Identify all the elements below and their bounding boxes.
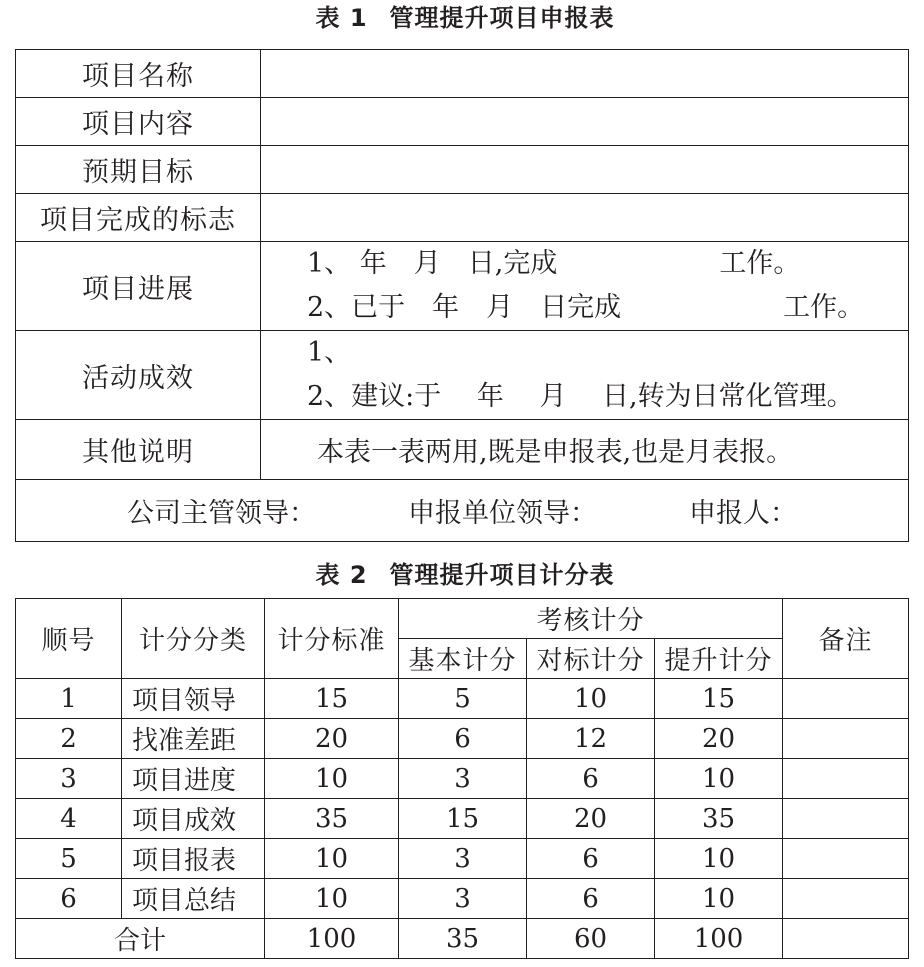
seq-cell: 2: [16, 719, 122, 759]
remark-cell: [783, 719, 909, 759]
table-row: [16, 146, 909, 194]
table-row: [16, 879, 909, 919]
project-name-field[interactable]: [261, 50, 909, 98]
project-content-label: 项目内容: [16, 98, 261, 146]
header-row: [16, 599, 909, 639]
expected-goal-label: 预期目标: [16, 146, 261, 194]
seq-cell: 6: [16, 879, 122, 919]
results-line-1: 1、: [307, 337, 352, 368]
project-name-label: 项目名称: [16, 50, 261, 98]
applicant-signature: 申报人：: [689, 498, 797, 529]
table-row: [16, 331, 909, 420]
benchmark-score-cell: 6: [527, 759, 655, 799]
results-field[interactable]: [261, 331, 909, 420]
improve-score-cell: 10: [655, 759, 783, 799]
category-cell: 项目总结: [122, 879, 265, 919]
table-row: [16, 759, 909, 799]
total-improve: 100: [655, 919, 783, 959]
standard-cell: 10: [265, 759, 399, 799]
signature-cell: [16, 480, 909, 542]
benchmark-score-cell: 20: [527, 799, 655, 839]
table1-title: 管理提升项目申报表: [389, 4, 615, 32]
standard-cell: 20: [265, 719, 399, 759]
signature-row: [16, 480, 909, 542]
table-row: [16, 420, 909, 480]
standard-cell: 15: [265, 679, 399, 719]
table-row: [16, 50, 909, 98]
benchmark-score-cell: 6: [527, 839, 655, 879]
benchmark-score-cell: 12: [527, 719, 655, 759]
table-row: [16, 839, 909, 879]
seq-cell: 3: [16, 759, 122, 799]
basic-score-cell: 3: [399, 759, 527, 799]
seq-cell: 1: [16, 679, 122, 719]
total-standard: 100: [265, 919, 399, 959]
table2-caption: [0, 560, 924, 590]
total-benchmark: 60: [527, 919, 655, 959]
table-row: [16, 719, 909, 759]
category-cell: 项目领导: [122, 679, 265, 719]
total-row: [16, 919, 909, 959]
table-row: [16, 194, 909, 242]
total-label: 合计: [16, 919, 265, 959]
company-leader-signature: 公司主管领导：: [127, 498, 316, 529]
basic-score-header: 基本计分: [399, 639, 527, 679]
benchmark-score-header: 对标计分: [527, 639, 655, 679]
results-line-2: 2、建议:于 年 月 日,转为日常化管理。: [307, 381, 854, 412]
improve-score-cell: 35: [655, 799, 783, 839]
standard-header: 计分标准: [265, 599, 399, 679]
project-application-table: [15, 49, 909, 542]
benchmark-score-cell: 6: [527, 879, 655, 919]
results-label: 活动成效: [16, 331, 261, 420]
progress-label: 项目进展: [16, 242, 261, 331]
basic-score-cell: 5: [399, 679, 527, 719]
unit-leader-signature: 申报单位领导：: [408, 498, 597, 529]
table2-title: 管理提升项目计分表: [389, 561, 615, 589]
improve-score-cell: 10: [655, 879, 783, 919]
remark-header: 备注: [783, 599, 909, 679]
other-notes-field: 本表一表两用,既是申报表,也是月表报。: [261, 420, 909, 480]
improve-score-cell: 20: [655, 719, 783, 759]
category-cell: 项目成效: [122, 799, 265, 839]
basic-score-cell: 3: [399, 879, 527, 919]
basic-score-cell: 3: [399, 839, 527, 879]
category-header: 计分分类: [122, 599, 265, 679]
remark-cell: [783, 679, 909, 719]
improve-score-cell: 15: [655, 679, 783, 719]
table1-number: 表 1: [315, 4, 368, 32]
table1-caption: [0, 3, 924, 33]
total-remark: [783, 919, 909, 959]
assessment-header: 考核计分: [399, 599, 783, 639]
remark-cell: [783, 839, 909, 879]
table-row: [16, 98, 909, 146]
category-cell: 项目报表: [122, 839, 265, 879]
remark-cell: [783, 759, 909, 799]
seq-cell: 5: [16, 839, 122, 879]
standard-cell: 10: [265, 839, 399, 879]
table-row: [16, 679, 909, 719]
standard-cell: 10: [265, 879, 399, 919]
progress-line-2: 2、已于 年 月 日完成 工作。: [307, 292, 865, 323]
table-row: [16, 799, 909, 839]
seq-header: 顺号: [16, 599, 122, 679]
other-notes-label: 其他说明: [16, 420, 261, 480]
remark-cell: [783, 799, 909, 839]
category-cell: 项目进度: [122, 759, 265, 799]
improve-score-header: 提升计分: [655, 639, 783, 679]
standard-cell: 35: [265, 799, 399, 839]
benchmark-score-cell: 10: [527, 679, 655, 719]
improve-score-cell: 10: [655, 839, 783, 879]
remark-cell: [783, 879, 909, 919]
table2-number: 表 2: [315, 561, 368, 589]
basic-score-cell: 15: [399, 799, 527, 839]
basic-score-cell: 6: [399, 719, 527, 759]
table-row: [16, 242, 909, 331]
seq-cell: 4: [16, 799, 122, 839]
project-content-field[interactable]: [261, 98, 909, 146]
project-scoring-table: [15, 598, 909, 959]
completion-mark-label: 项目完成的标志: [16, 194, 261, 242]
completion-mark-field[interactable]: [261, 194, 909, 242]
category-cell: 找准差距: [122, 719, 265, 759]
total-basic: 35: [399, 919, 527, 959]
progress-line-1: 1、 年 月 日,完成 工作。: [307, 248, 801, 279]
expected-goal-field[interactable]: [261, 146, 909, 194]
progress-field[interactable]: [261, 242, 909, 331]
